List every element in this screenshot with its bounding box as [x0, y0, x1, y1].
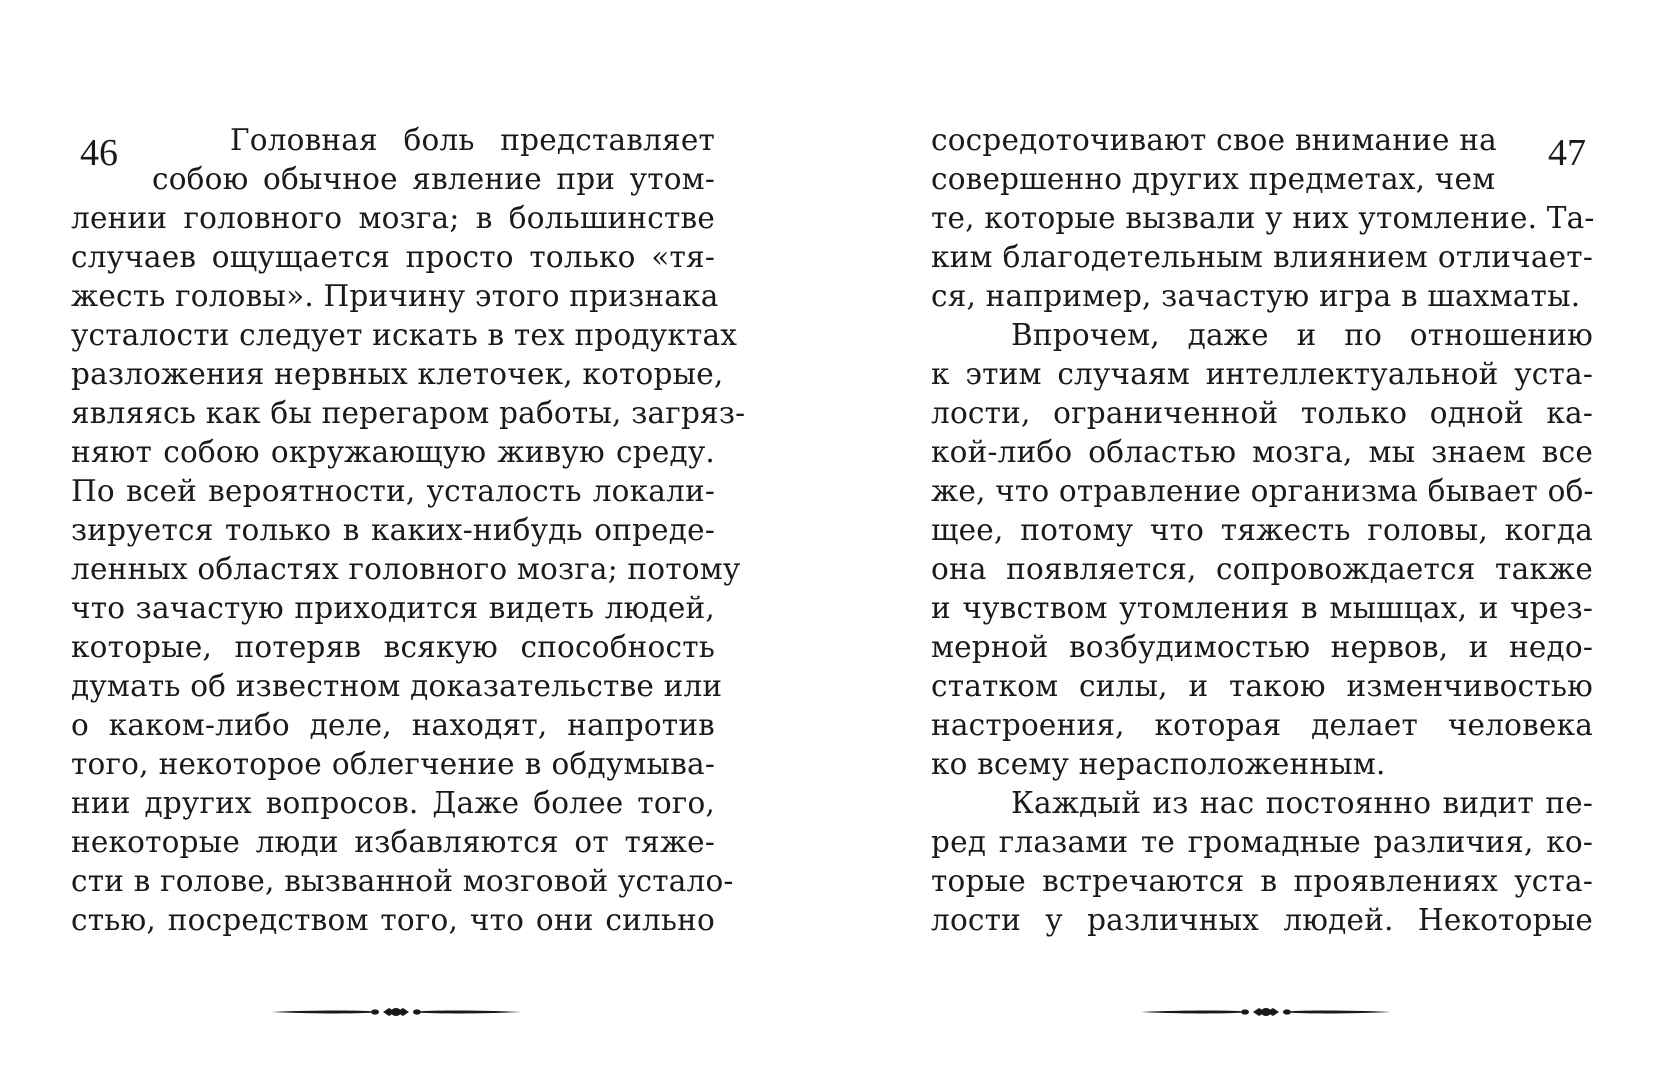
- text-line: и чувством утомления в мышцах, и чрез-: [931, 591, 1593, 625]
- text-line: настроения, которая делает человека: [931, 708, 1593, 742]
- text-line: те, которые вызвали у них утомление. Та-: [931, 201, 1595, 235]
- ornament-divider-right: [1141, 1005, 1391, 1019]
- text-line: торые встречаются в проявлениях уста-: [931, 864, 1593, 898]
- text-line: ред глазами те громадные различия, ко-: [931, 825, 1593, 859]
- text-line: которые, потеряв всякую способность: [71, 630, 715, 664]
- text-line: ким благодетельным влиянием отличает-: [931, 240, 1593, 274]
- text-line: лости, ограниченной только одной ка-: [931, 396, 1593, 430]
- text-line: статком силы, и такою изменчивостью: [931, 669, 1593, 703]
- text-line: разложения нервных клеточек, которые,: [71, 357, 724, 391]
- text-line: являясь как бы перегаром работы, загряз-: [71, 396, 746, 430]
- text-line: ленных областях головного мозга; потому: [71, 552, 741, 586]
- ornament-divider-left: [271, 1005, 521, 1019]
- text-line: что зачастую приходится видеть людей,: [71, 591, 715, 625]
- text-line: Головная боль представляет: [230, 123, 715, 157]
- text-line: она появляется, сопровождается также: [931, 552, 1593, 586]
- text-line: зируется только в каких-нибудь опреде-: [71, 513, 715, 547]
- text-line: ся, например, зачастую игра в шахматы.: [931, 279, 1581, 313]
- text-line: сосредоточивают свое внимание на: [931, 123, 1497, 157]
- left-page: [0, 0, 828, 1080]
- text-line: няют собою окружающую живую среду.: [71, 435, 715, 469]
- text-line: сти в голове, вызванной мозговой устало-: [71, 864, 734, 898]
- text-line: ко всему нерасположенным.: [931, 747, 1386, 781]
- text-line: лости у различных людей. Некоторые: [931, 903, 1593, 937]
- right-page: [828, 0, 1657, 1080]
- text-line: собою обычное явление при утом-: [152, 162, 715, 196]
- text-line: Впрочем, даже и по отношению: [1011, 318, 1593, 352]
- page-number-left: 46: [80, 132, 118, 174]
- text-line: некоторые люди избавляются от тяже-: [71, 825, 715, 859]
- text-line: думать об известном доказательстве или: [71, 669, 723, 703]
- text-line: о каком-либо деле, находят, напротив: [71, 708, 715, 742]
- text-line: лении головного мозга; в большинстве: [71, 201, 715, 235]
- text-line: мерной возбудимостью нервов, и недо-: [931, 630, 1593, 664]
- page-number-right: 47: [1548, 132, 1586, 174]
- text-line: случаев ощущается просто только «тя-: [71, 240, 715, 274]
- text-line: того, некоторое облегчение в обдумыва-: [71, 747, 715, 781]
- text-line: щее, потому что тяжесть головы, когда: [931, 513, 1593, 547]
- text-line: усталости следует искать в тех продуктах: [71, 318, 738, 352]
- text-line: же, что отравление организма бывает об-: [931, 474, 1594, 508]
- text-line: нии других вопросов. Даже более того,: [71, 786, 715, 820]
- text-line: стью, посредством того, что они сильно: [71, 903, 715, 937]
- text-line: По всей вероятности, усталость локали-: [71, 474, 715, 508]
- text-line: кой-либо областью мозга, мы знаем все: [931, 435, 1593, 469]
- text-line: совершенно других предметах, чем: [931, 162, 1496, 196]
- text-line: жесть головы». Причину этого признака: [71, 279, 719, 313]
- text-line: к этим случаям интеллектуальной уста-: [931, 357, 1593, 391]
- text-line: Каждый из нас постоянно видит пе-: [1011, 786, 1593, 820]
